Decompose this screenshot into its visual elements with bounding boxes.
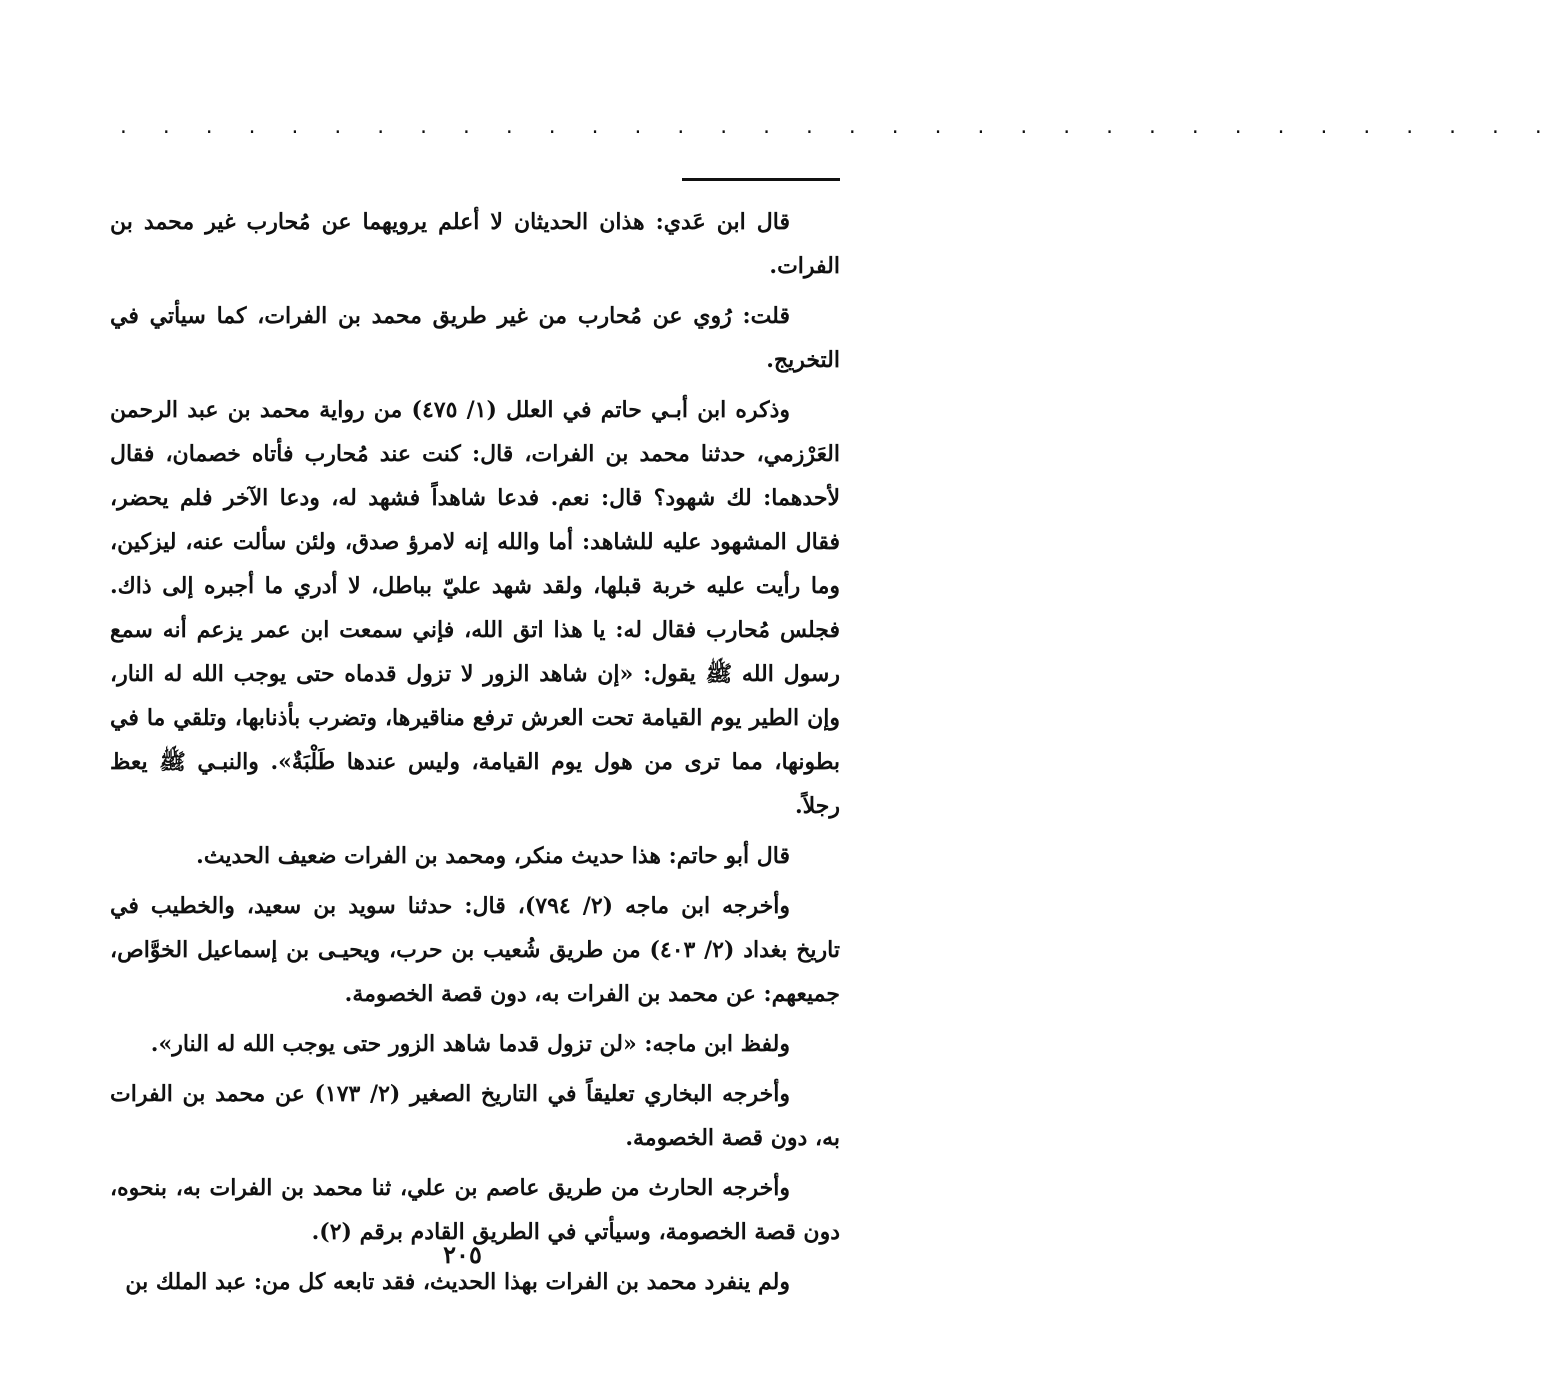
- page-body: [110, 200, 840, 1310]
- separator-rule: [682, 178, 840, 181]
- paragraph-6: ولفظ ابن ماجه: «لن تزول قدما شاهد الزور حتى يوجب الله له النار».: [150, 1031, 790, 1057]
- paragraph-9: ولم ينفرد محمد بن الفرات بهذا الحديث، فقد تابعه كل من: عبد الملك بن: [125, 1269, 790, 1295]
- separator-dots: . . . . . . . . . . . . . . . . . . . . . . . . . . . . . . . . . .: [118, 117, 1554, 138]
- paragraph-5: وأخرجه ابن ماجه (٢/ ٧٩٤)، قال: حدثنا سويد بن سعيد، والخطيب في تاريخ بغداد (٢/ ٤٠٣) من طريق شُعيب بن حرب، ويحيـى بن إسماعيل الخوَّاص، جميعهم: عن محمد بن الفرات به، دون قصة الخصومة.: [110, 893, 840, 1007]
- paragraph-2: قلت: رُوي عن مُحارب من غير طريق محمد بن الفرات، كما سيأتي في التخريج.: [110, 303, 840, 373]
- page-number: ٢٠٥: [443, 1240, 482, 1269]
- paragraph-8: وأخرجه الحارث من طريق عاصم بن علي، ثنا محمد بن الفرات به، بنحوه، دون قصة الخصومة، وسيأتي في الطريق القادم برقم (٢).: [110, 1175, 840, 1245]
- paragraph-4: قال أبو حاتم: هذا حديث منكر، ومحمد بن الفرات ضعيف الحديث.: [196, 843, 790, 869]
- paragraph-3: وذكره ابن أبـي حاتم في العلل (١/ ٤٧٥) من رواية محمد بن عبد الرحمن العَرْزمي، حدثنا محمد بن الفرات، قال: كنت عند مُحارب فأتاه خصمان، فقال لأحدهما: لك شهود؟ قال: نعم. فدعا شاهداً فشهد له، ودعا الآخر فلم يحضر، فقال المشهود عليه للشاهد: أما والله إنه لامرؤ صدق، ولئن سألت عنه، ليزكين، وما رأيت عليه خربة قبلها، ولقد شهد عليّ بباطل، لا أدري ما أجبره إلى ذاك. فجلس مُحارب فقال له: يا هذا اتق الله، فإني سمعت ابن عمر يزعم أنه سمع رسول الله ﷺ يقول: «إن شاهد الزور لا تزول قدماه حتى يوجب الله له النار، وإن الطير يوم القيامة تحت العرش ترفع مناقيرها، وتضرب بأذنابها، وتلقي ما في بطونها، مما ترى من هول يوم القيامة، وليس عندها طَلْبَةٌ». والنبـي ﷺ يعظ رجلاً.: [110, 397, 840, 819]
- paragraph-1: قال ابن عَدي: هذان الحديثان لا أعلم يرويهما عن مُحارب غير محمد بن الفرات.: [110, 209, 840, 279]
- paragraph-7: وأخرجه البخاري تعليقاً في التاريخ الصغير (٢/ ١٧٣) عن محمد بن الفرات به، دون قصة الخصومة.: [110, 1081, 840, 1151]
